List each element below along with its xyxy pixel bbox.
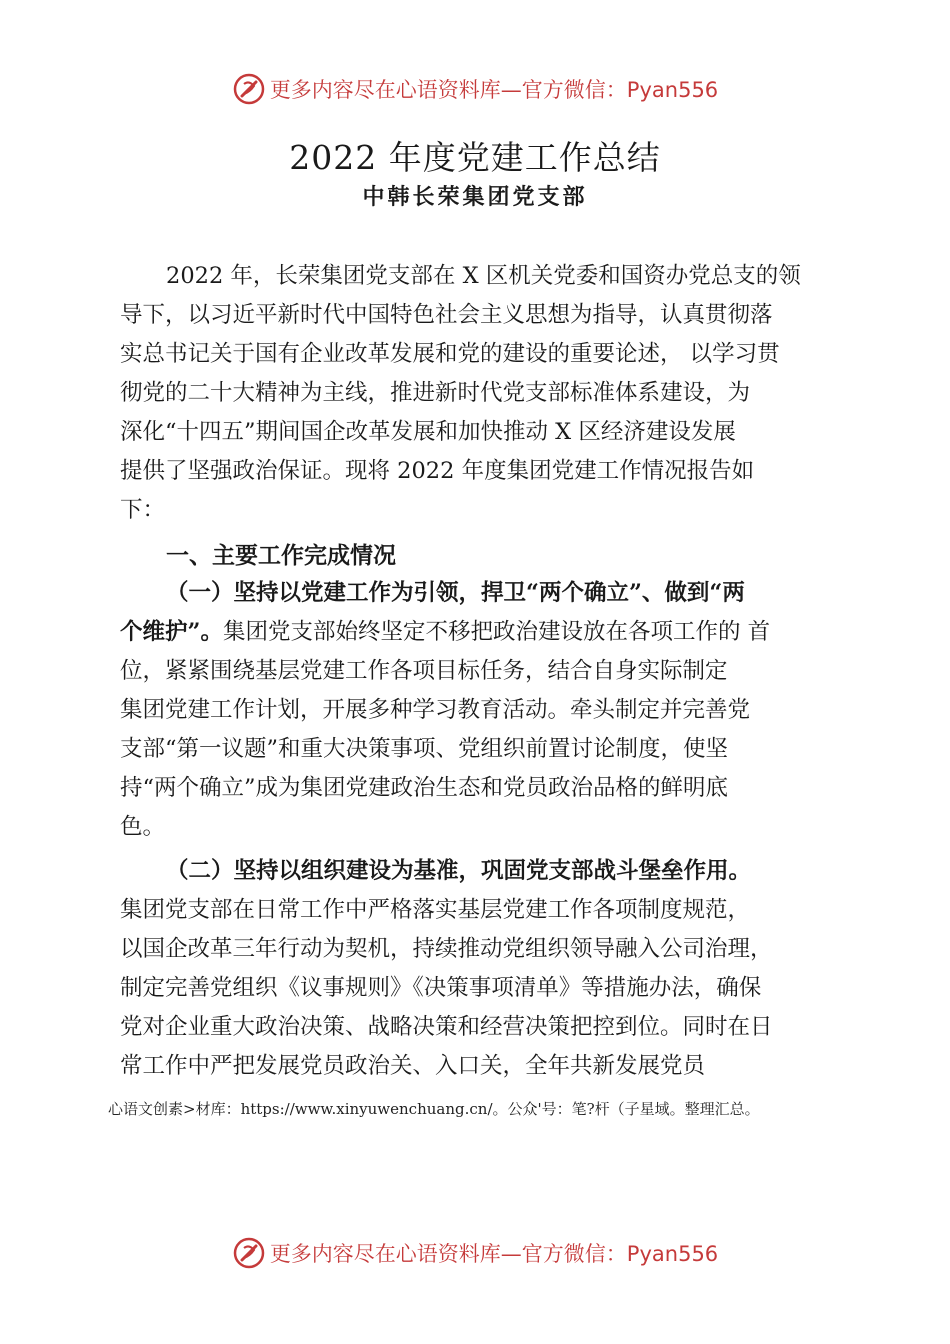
footer-note: 心语文创素>材库：https://www.xinyuwenchuang.cn/。公众'号：笔?杆（子星域。整理汇总。 (108, 1100, 760, 1118)
paragraph-line: 下： (120, 497, 166, 523)
paragraph-line: 色。 (120, 814, 166, 840)
paragraph-line: 彻党的二十大精神为主线，推进新时代党支部标准体系建设，为 (120, 380, 751, 406)
sub-heading: （二）坚持以组织建设为基准，巩固党支部战斗堡垒作用。 (166, 858, 752, 884)
paragraph-line: 党对企业重大政治决策、战略决策和经营决策把控到位。同时在日 (120, 1014, 773, 1040)
paragraph-line (120, 621, 770, 644)
paragraph-line: 集团党支部在日常工作中严格落实基层党建工作各项制度规范， (120, 897, 751, 923)
document-title: 2022 年度党建工作总结 (289, 138, 661, 177)
paragraph-line: 集团党建工作计划，开展多种学习教育活动。牵头制定并完善党 (120, 697, 751, 723)
seal-logo-icon (232, 72, 266, 106)
paragraph-line: 以国企改革三年行动为契机，持续推动党组织领导融入公司治理， (120, 936, 773, 962)
paragraph-line: 位，紧紧围绕基层党建工作各项目标任务，结合自身实际制定 (120, 658, 728, 684)
sub-heading-continuation: 个维护”。 (120, 619, 223, 645)
paragraph-line: 支部“第一议题”和重大决策事项、党组织前置讨论制度，使坚 (120, 736, 729, 762)
document-subtitle: 中韩长荣集团党支部 (362, 184, 588, 210)
paragraph-line: 实总书记关于国有企业改革发展和党的建设的重要论述， 以学习贯 (120, 341, 780, 367)
seal-logo-icon (232, 1236, 266, 1270)
paragraph-line: 提供了坚强政治保证。现将 2022 年度集团党建工作情况报告如 (120, 458, 755, 484)
bottom-banner (0, 1236, 950, 1270)
top-banner (0, 72, 950, 106)
paragraph-text: 集团党支部始终坚定不移把政治建设放在各项工作的 首 (222, 619, 771, 645)
section-heading: 一、主要工作完成情况 (166, 543, 396, 569)
banner-text: 更多内容尽在心语资料库—官方微信：Pyan556 (269, 78, 719, 102)
paragraph-line: 2022 年，长荣集团党支部在 X 区机关党委和国资办党总支的领 (166, 263, 801, 289)
sub-heading: （一）坚持以党建工作为引领，捍卫“两个确立”、做到“两 (166, 580, 745, 606)
banner-text: 更多内容尽在心语资料库—官方微信：Pyan556 (269, 1242, 719, 1266)
paragraph-line: 持“两个确立”成为集团党建政治生态和党员政治品格的鲜明底 (120, 775, 729, 801)
paragraph-line: 导下，以习近平新时代中国特色社会主义思想为指导，认真贯彻落 (120, 302, 773, 328)
paragraph-line: 常工作中严把发展党员政治关、入口关，全年共新发展党员 (120, 1053, 706, 1079)
paragraph-line: 深化“十四五”期间国企改革发展和加快推动 X 区经济建设发展 (120, 419, 736, 445)
paragraph-line: 制定完善党组织《议事规则》《决策事项清单》等措施办法，确保 (120, 975, 762, 1001)
